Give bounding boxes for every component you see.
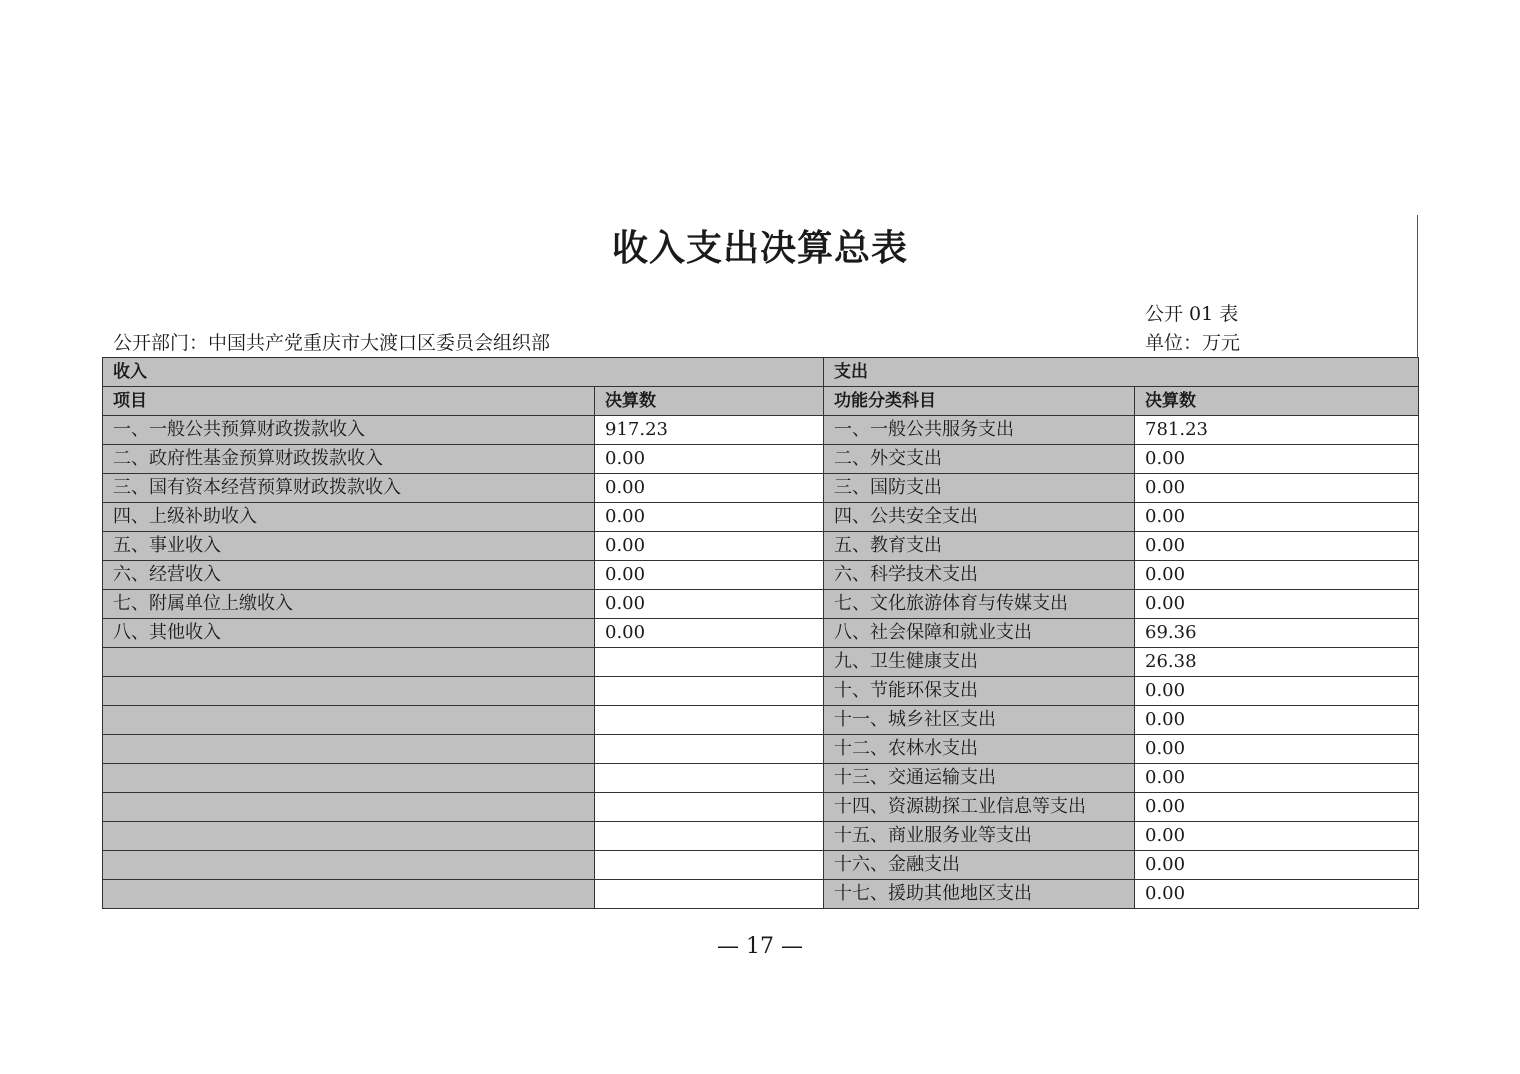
expense-item-cell: 十、节能环保支出: [824, 677, 1135, 706]
income-section-header: 收入: [103, 358, 824, 387]
expense-value-cell: 69.36: [1135, 619, 1419, 648]
expense-value-cell: 26.38: [1135, 648, 1419, 677]
table-row: [103, 648, 1419, 677]
expense-item-cell: 九、卫生健康支出: [824, 648, 1135, 677]
income-item-cell: 五、事业收入: [103, 532, 595, 561]
column-header-expense-amount: 决算数: [1135, 387, 1419, 416]
expense-item-cell: 十四、资源勘探工业信息等支出: [824, 793, 1135, 822]
table-row: [103, 474, 1419, 503]
expense-item-cell: 五、教育支出: [824, 532, 1135, 561]
expense-item-cell: 十六、金融支出: [824, 851, 1135, 880]
income-value-cell: 0.00: [595, 619, 824, 648]
income-item-cell: 二、政府性基金预算财政拨款收入: [103, 445, 595, 474]
expense-item-cell: 三、国防支出: [824, 474, 1135, 503]
expense-item-cell: 十一、城乡社区支出: [824, 706, 1135, 735]
income-value-cell: 0.00: [595, 590, 824, 619]
table-row: [103, 532, 1419, 561]
income-item-cell: 四、上级补助收入: [103, 503, 595, 532]
expense-value-cell: 0.00: [1135, 880, 1419, 909]
expense-value-cell: 0.00: [1135, 706, 1419, 735]
income-value-cell: [595, 851, 824, 880]
income-value-cell: 917.23: [595, 416, 824, 445]
income-item-cell: [103, 822, 595, 851]
page-number: — 17 —: [717, 934, 803, 959]
income-value-cell: [595, 880, 824, 909]
expense-value-cell: 0.00: [1135, 561, 1419, 590]
income-value-cell: [595, 764, 824, 793]
income-value-cell: 0.00: [595, 532, 824, 561]
table-row: [103, 735, 1419, 764]
income-item-cell: [103, 735, 595, 764]
income-item-cell: [103, 793, 595, 822]
expense-value-cell: 0.00: [1135, 532, 1419, 561]
table-row: [103, 561, 1419, 590]
expense-item-cell: 六、科学技术支出: [824, 561, 1135, 590]
income-value-cell: 0.00: [595, 445, 824, 474]
table-row: [103, 677, 1419, 706]
income-value-cell: [595, 735, 824, 764]
income-item-cell: [103, 706, 595, 735]
expense-item-cell: 十五、商业服务业等支出: [824, 822, 1135, 851]
expense-value-cell: 0.00: [1135, 822, 1419, 851]
table-row: [103, 851, 1419, 880]
column-header-item: 项目: [103, 387, 595, 416]
expense-value-cell: 0.00: [1135, 851, 1419, 880]
table-row: [103, 764, 1419, 793]
expense-value-cell: 0.00: [1135, 764, 1419, 793]
expense-item-cell: 八、社会保障和就业支出: [824, 619, 1135, 648]
income-expense-table: [102, 357, 1419, 909]
income-item-cell: [103, 764, 595, 793]
expense-value-cell: 0.00: [1135, 735, 1419, 764]
expense-value-cell: 0.00: [1135, 445, 1419, 474]
expense-value-cell: 0.00: [1135, 590, 1419, 619]
income-item-cell: 六、经营收入: [103, 561, 595, 590]
column-header-row: [103, 387, 1419, 416]
income-item-cell: 一、一般公共预算财政拨款收入: [103, 416, 595, 445]
expense-item-cell: 四、公共安全支出: [824, 503, 1135, 532]
income-item-cell: 三、国有资本经营预算财政拨款收入: [103, 474, 595, 503]
table-row: [103, 503, 1419, 532]
income-value-cell: 0.00: [595, 503, 824, 532]
income-item-cell: [103, 880, 595, 909]
expense-section-header: 支出: [824, 358, 1419, 387]
table-number: 公开 01 表: [1145, 303, 1239, 325]
table-row: [103, 590, 1419, 619]
table-row: [103, 880, 1419, 909]
income-value-cell: 0.00: [595, 474, 824, 503]
table-row: [103, 619, 1419, 648]
income-item-cell: [103, 851, 595, 880]
expense-item-cell: 七、文化旅游体育与传媒支出: [824, 590, 1135, 619]
expense-item-cell: 二、外交支出: [824, 445, 1135, 474]
income-value-cell: [595, 648, 824, 677]
table-row: [103, 445, 1419, 474]
expense-value-cell: 781.23: [1135, 416, 1419, 445]
page-title: 收入支出决算总表: [611, 228, 908, 269]
table-row: [103, 822, 1419, 851]
income-item-cell: 八、其他收入: [103, 619, 595, 648]
department-label: 公开部门：中国共产党重庆市大渡口区委员会组织部: [113, 332, 551, 354]
expense-value-cell: 0.00: [1135, 503, 1419, 532]
table-row: [103, 793, 1419, 822]
section-header-row: [103, 358, 1419, 387]
income-value-cell: [595, 793, 824, 822]
unit-label: 单位：万元: [1145, 332, 1241, 354]
income-item-cell: 七、附属单位上缴收入: [103, 590, 595, 619]
expense-item-cell: 十二、农林水支出: [824, 735, 1135, 764]
income-value-cell: [595, 706, 824, 735]
expense-value-cell: 0.00: [1135, 677, 1419, 706]
income-item-cell: [103, 648, 595, 677]
column-header-income-amount: 决算数: [595, 387, 824, 416]
table-row: [103, 416, 1419, 445]
expense-item-cell: 十七、援助其他地区支出: [824, 880, 1135, 909]
income-value-cell: [595, 822, 824, 851]
expense-value-cell: 0.00: [1135, 793, 1419, 822]
income-value-cell: 0.00: [595, 561, 824, 590]
expense-value-cell: 0.00: [1135, 474, 1419, 503]
expense-item-cell: 一、一般公共服务支出: [824, 416, 1135, 445]
table-row: [103, 706, 1419, 735]
income-value-cell: [595, 677, 824, 706]
column-header-category: 功能分类科目: [824, 387, 1135, 416]
income-item-cell: [103, 677, 595, 706]
expense-item-cell: 十三、交通运输支出: [824, 764, 1135, 793]
